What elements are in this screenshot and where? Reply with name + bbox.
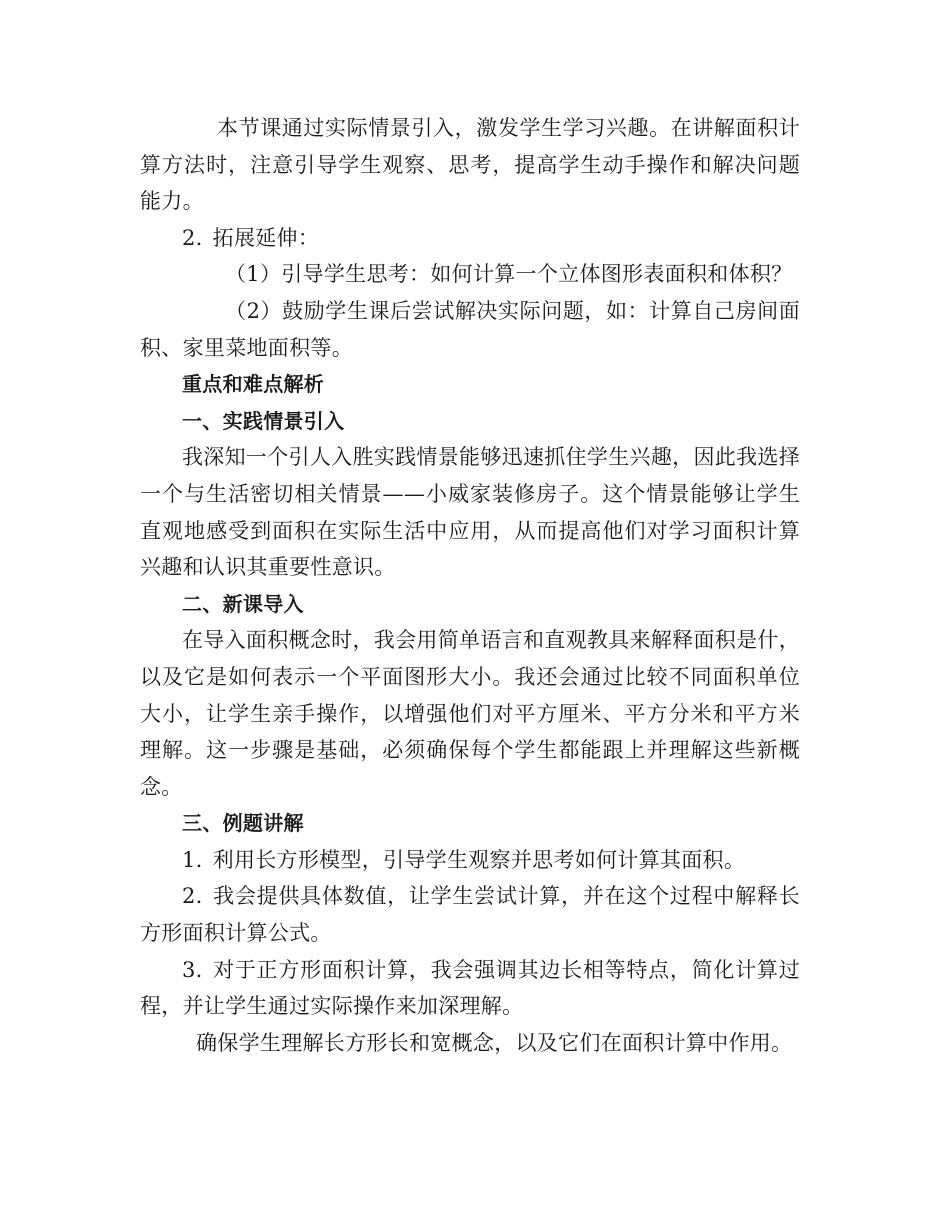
- section-heading-3: 三、例题讲解: [182, 811, 304, 836]
- example-item-3: [140, 952, 800, 1025]
- section-heading-key-points: 重点和难点解析: [182, 372, 325, 397]
- example-item-1: [140, 842, 800, 879]
- list-number: 2.: [182, 884, 203, 909]
- list-number: 1.: [182, 847, 203, 872]
- extension-subitem-2: （2）鼓励学生课后尝试解决实际问题，如：计算自己房间面积、家里菜地面积等。: [140, 298, 800, 360]
- example-item-2: [140, 878, 800, 951]
- section-heading-2: 二、新课导入: [182, 591, 304, 616]
- list-number: 2.: [182, 225, 203, 250]
- list-text: 利用长方形模型，引导学生观察并思考如何计算其面积。: [212, 847, 746, 872]
- list-text: 我会提供具体数值，让学生尝试计算，并在这个过程中解释长方形面积计算公式。: [140, 884, 800, 946]
- list-text: 拓展延伸：: [212, 225, 320, 250]
- extension-subitem-1: （1）引导学生思考：如何计算一个立体图形表面积和体积？: [225, 262, 793, 287]
- extension-item: [140, 220, 800, 257]
- summary-paragraph: 本节课通过实际情景引入，激发学生学习兴趣。在讲解面积计算方法时，注意引导学生观察、思考，提高学生动手操作和解决问题能力。: [140, 116, 800, 214]
- list-text: 对于正方形面积计算，我会强调其边长相等特点，简化计算过程，并让学生通过实际操作来加深理解。: [140, 957, 800, 1019]
- list-number: 3.: [182, 957, 203, 982]
- paragraph-new-lesson: 在导入面积概念时，我会用简单语言和直观教具来解释面积是什，以及它是如何表示一个平面图形大小。我还会通过比较不同面积单位大小，让学生亲手操作，以增强他们对平方厘米、平方分米和平方米理解。这一步骤是基础，必须确保每个学生都能跟上并理解这些新概念。: [140, 628, 800, 799]
- document-page: [140, 110, 800, 1061]
- paragraph-scenario: 我深知一个引人入胜实践情景能够迅速抓住学生兴趣，因此我选择一个与生活密切相关情景——小威家装修房子。这个情景能够让学生直观地感受到面积在实际生活中应用，从而提高他们对学习面积计算兴趣和认识其重要性意识。: [140, 445, 800, 580]
- closing-paragraph: 确保学生理解长方形长和宽概念，以及它们在面积计算中作用。: [196, 1030, 793, 1055]
- section-heading-1: 一、实践情景引入: [182, 408, 345, 433]
